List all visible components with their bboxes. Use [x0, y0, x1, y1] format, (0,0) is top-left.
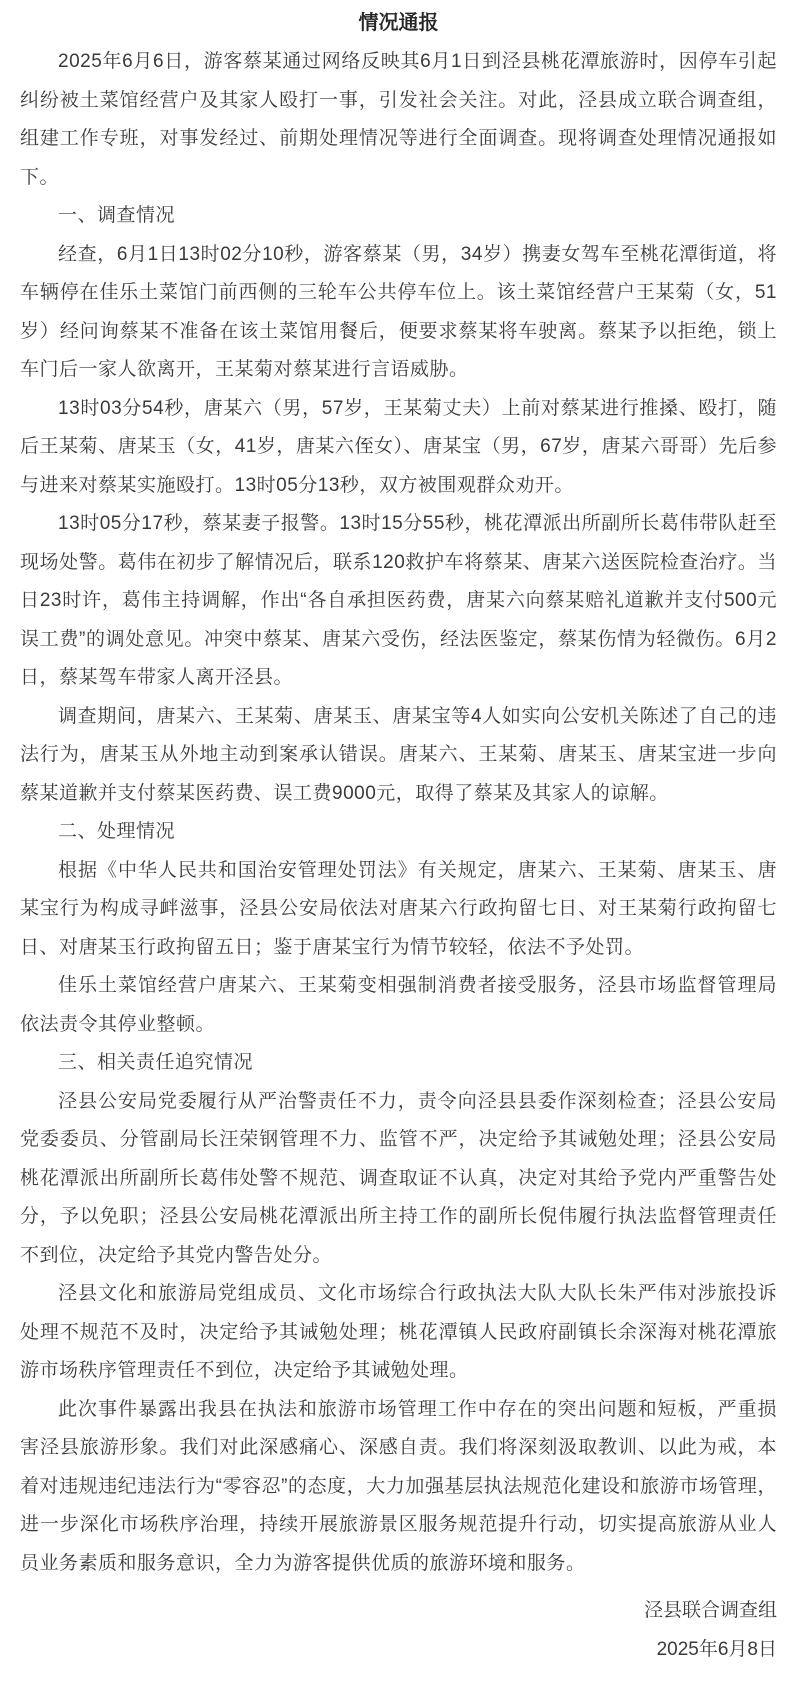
paragraph-investigation-3: 13时05分17秒，蔡某妻子报警。13时15分55秒，桃花潭派出所副所长葛伟带队赶至现场处警。葛伟在初步了解情况后，联系120救护车将蔡某、唐某六送医院检查治疗。当日23时许，葛伟主持调解，作出“各自承担医药费，唐某六向蔡某赔礼道歉并支付500元误工费”的调处意见。冲突中蔡某、唐某六受伤，经法医鉴定，蔡某伤情为轻微伤。6月2日，蔡某驾车带家人离开泾县。 — [20, 513, 777, 688]
paragraph-investigation-1: 经查，6月1日13时02分10秒，游客蔡某（男，34岁）携妻女驾车至桃花潭街道，将车辆停在佳乐土菜馆门前西侧的三轮车公共停车位上。该土菜馆经营户王某菊（女，51岁）经问询蔡某不准备在该土菜馆用餐后，便要求蔡某将车驶离。蔡某予以拒绝，锁上车门后一家人欲离开，王某菊对蔡某进行言语威胁。 — [20, 243, 777, 380]
paragraph-accountability-1: 泾县公安局党委履行从严治警责任不力，责令向泾县县委作深刻检查；泾县公安局党委委员、分管副局长汪荣钢管理不力、监管不严，决定给予其诫勉处理；泾县公安局桃花潭派出所副所长葛伟处警不规范、调查取证不认真，决定对其给予党内严重警告处分，予以免职；泾县公安局桃花潭派出所主持工作的副所长倪伟履行执法监督管理责任不到位，决定给予其党内警告处分。 — [20, 1090, 777, 1266]
paragraph-handling-1: 根据《中华人民共和国治安管理处罚法》有关规定，唐某六、王某菊、唐某玉、唐某宝行为构成寻衅滋事，泾县公安局依法对唐某六行政拘留七日、对王某菊行政拘留七日、对唐某玉行政拘留五日；鉴于唐某宝行为情节较轻，依法不予处罚。 — [20, 859, 777, 958]
paragraph-accountability-2: 泾县文化和旅游局党组成员、文化市场综合行政执法大队大队长朱严伟对涉旅投诉处理不规范不及时，决定给予其诫勉处理；桃花潭镇人民政府副镇长余深海对桃花潭旅游市场秩序管理责任不到位，决定给予其诫勉处理。 — [20, 1283, 777, 1381]
paragraph-conclusion: 此次事件暴露出我县在执法和旅游市场管理工作中存在的突出问题和短板，严重损害泾县旅游形象。我们对此深感痛心、深感自责。我们将深刻汲取教训、以此为戒，本着对违规违纪违法行为“零容忍”的态度，大力加强基层执法规范化建设和旅游市场管理，进一步深化市场秩序治理，持续开展旅游景区服务规范提升行动，切实提高旅游从业人员业务素质和服务意识，全力为游客提供优质的旅游环境和服务。 — [20, 1398, 777, 1574]
date: 2025年6月8日 — [656, 1638, 777, 1660]
paragraph-investigation-4: 调查期间，唐某六、王某菊、唐某玉、唐某宝等4人如实向公安机关陈述了自己的违法行为，唐某玉从外地主动到案承认错误。唐某六、王某菊、唐某玉、唐某宝进一步向蔡某道歉并支付蔡某医药费、误工费9000元，取得了蔡某及其家人的谅解。 — [20, 705, 777, 804]
paragraph-intro: 2025年6月6日，游客蔡某通过网络反映其6月1日到泾县桃花潭旅游时，因停车引起纠纷被土菜馆经营户及其家人殴打一事，引发社会关注。对此，泾县成立联合调查组，组建工作专班，对事发经过、前期处理情况等进行全面调查。现将调查处理情况通报如下。 — [20, 51, 777, 188]
section-heading-investigation: 一、调查情况 — [58, 205, 176, 226]
page-title: 情况通报 — [358, 12, 439, 34]
section-heading-accountability: 三、相关责任追究情况 — [58, 1052, 254, 1073]
paragraph-investigation-2: 13时03分54秒，唐某六（男，57岁，王某菊丈夫）上前对蔡某进行推搡、殴打，随后王某菊、唐某玉（女，41岁，唐某六侄女）、唐某宝（男，67岁，唐某六哥哥）先后参与进来对蔡某实施殴打。13时05分13秒，双方被围观群众劝开。 — [20, 397, 777, 496]
paragraph-handling-2: 佳乐土菜馆经营户唐某六、王某菊变相强制消费者接受服务，泾县市场监督管理局依法责令其停业整顿。 — [20, 975, 777, 1035]
signature: 泾县联合调查组 — [643, 1600, 777, 1621]
section-heading-handling: 二、处理情况 — [58, 821, 176, 842]
